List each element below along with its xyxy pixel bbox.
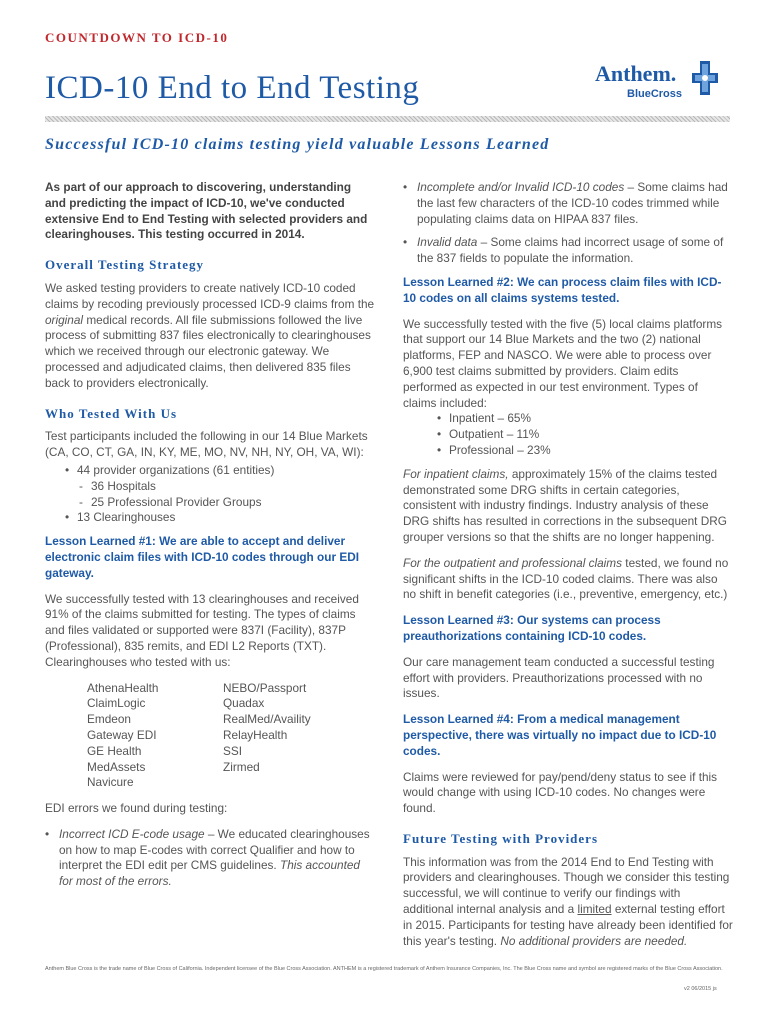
list-item: • Invalid data – Some claims had incorrect usage of some of the 837 fields to populate the information. [403, 235, 733, 267]
list-item: Navicure [87, 775, 134, 790]
lesson-4-paragraph: Claims were reviewed for pay/pend/deny status to see if this would change with using ICD-10 codes. No changes were found. [403, 769, 718, 816]
list-item: GE Health [87, 743, 142, 758]
who-paragraph: Test participants included the following in our 14 Blue Markets (CA, CO, CT, GA, IN, KY, ME, MO, NV, NH, NY, OH, VA, WI): [45, 429, 368, 460]
inpatient-paragraph: For inpatient claims, approximately 15% of the claims tested demonstrated some DRG shifts in certain categories, consistent with industry findings. Industry analysis of these DRG shifts has resulted in corrections in the subsequent DRG grouper versions so that the shifts are no longer happening. [403, 466, 727, 544]
list-item: Quadax [223, 696, 265, 711]
future-heading: Future Testing with Providers [403, 830, 599, 846]
list-item: - 36 Hospitals [79, 479, 375, 495]
lesson-1-heading: Lesson Learned #1: We are able to accept and deliver electronic claim files with ICD-10 codes through our EDI gateway. [45, 534, 359, 580]
list-item: Emdeon [87, 712, 131, 727]
version-label: v2 06/2015 js [684, 986, 717, 992]
strategy-heading: Overall Testing Strategy [45, 257, 205, 273]
claim-types-list [403, 411, 733, 458]
lesson-4-heading: Lesson Learned #4: From a medical management perspective, there was virtually no impact due to ICD-10 codes. [403, 712, 717, 758]
svg-text:Anthem.: Anthem. [595, 61, 677, 86]
clearinghouse-list [45, 681, 375, 792]
legal-footer: Anthem Blue Cross is the trade name of Blue Cross of California. Independent licensee of the Blue Cross Association. ANTHEM is a registered trademark of Anthem Insurance Companies, Inc. The Blue Cross name and symbol are registered marks of the Blue Cross Association. [45, 966, 723, 972]
lesson-2-heading: Lesson Learned #2: We can process claim files with ICD-10 codes on all claims systems tested. [403, 274, 722, 305]
edi-errors-list [45, 827, 375, 890]
page-title: ICD-10 End to End Testing [45, 70, 420, 106]
strategy-paragraph: We asked testing providers to create natively ICD-10 coded claims by recoding previously processed ICD-9 claims from the original medical records. All file submissions followed the live process of submitting 837 files electronically to clearinghouses which we received through our electronic gateway. We processed and adjudicated claims, then delivered 835 files back to providers electronically. [45, 280, 375, 390]
list-item: • Incomplete and/or Invalid ICD-10 codes – Some claims had the last few characters of the ICD-10 codes trimmed while populating claims data on HIPAA 837 files. [403, 180, 733, 227]
who-heading: Who Tested With Us [45, 405, 178, 421]
lesson-3-paragraph: Our care management team conducted a successful testing effort with providers. Preauthorizations processed with no issues. [403, 654, 715, 701]
list-item: Gateway EDI [87, 727, 157, 742]
list-item: ClaimLogic [87, 696, 146, 711]
list-item: RealMed/Availity [223, 712, 311, 727]
outpatient-paragraph: For the outpatient and professional claims tested, we found no significant shifts in the ICD-10 coded claims. There was also no shift in benefit categories (i.e., preventive, emergency, etc.) [403, 555, 729, 602]
lesson-2-paragraph: We successfully tested with the five (5) local claims platforms that support our 14 Blue Markets and the two (2) national platforms, FEP and NASCO. We were able to process over 6,900 test claims submitted by providers. Claim edits performed as expected in our test environment. Types of claims included: [403, 316, 723, 410]
intro-paragraph: As part of our approach to discovering, understanding and predicting the impact of ICD-10, we've conducted extensive End to End Testing with selected providers and clearinghouses. This testing occurred in 2014. [45, 180, 368, 242]
list-item: • Inpatient – 65% [437, 411, 733, 427]
left-column [45, 180, 375, 898]
list-item: NEBO/Passport [223, 680, 307, 695]
list-item: • 44 provider organizations (61 entities) [65, 463, 375, 479]
right-column [403, 180, 733, 959]
lesson-3-heading: Lesson Learned #3: Our systems can process preauthorizations containing ICD-10 codes. [403, 613, 661, 643]
future-paragraph: This information was from the 2014 End to End Testing with providers and clearinghouses. Though we consider this testing successful, we will continue to verify our findings with additional internal analysis and a limited external testing effort in 2015. Participants for testing have already been identified for this year's testing. No additional providers are needed. [403, 854, 733, 948]
participants-list-2 [45, 510, 375, 526]
participants-list [45, 463, 375, 479]
list-item: AthenaHealth [87, 680, 159, 695]
header-divider [45, 116, 730, 122]
list-item: • Incorrect ICD E-code usage – We educated clearinghouses on how to map E-codes with correct Qualifier and how to interpret the EDI edit per CMS guidelines. This accounted for most of the errors. [45, 827, 375, 890]
list-item: • 13 Clearinghouses [65, 510, 375, 526]
page-subtitle: Successful ICD-10 claims testing yield valuable Lessons Learned [45, 136, 550, 153]
svg-text:BlueCross: BlueCross [627, 88, 683, 100]
list-item: • Professional – 23% [437, 443, 733, 459]
edi-errors-label: EDI errors we found during testing: [45, 801, 228, 816]
list-item: MedAssets [87, 759, 146, 774]
clearinghouse-column-a [87, 681, 223, 792]
clearinghouse-column-b [223, 681, 359, 792]
edi-errors-list-cont [403, 180, 733, 267]
list-item: Zirmed [223, 759, 260, 774]
list-item: SSI [223, 743, 243, 758]
list-item: • Outpatient – 11% [437, 427, 733, 443]
lesson-1-paragraph: We successfully tested with 13 clearinghouses and received 91% of the claims submitted for testing. The types of claims and files validated or supported were 837I (Facility), 837P (Professional), 835 remits, and EDI L2 Reports (TXT). Clearinghouses who tested with us: [45, 591, 359, 669]
list-item: - 25 Professional Provider Groups [79, 495, 375, 511]
section-label: COUNTDOWN TO ICD-10 [45, 30, 229, 45]
anthem-bluecross-logo [595, 55, 730, 110]
participants-sublist [45, 479, 375, 511]
list-item: RelayHealth [223, 727, 288, 742]
